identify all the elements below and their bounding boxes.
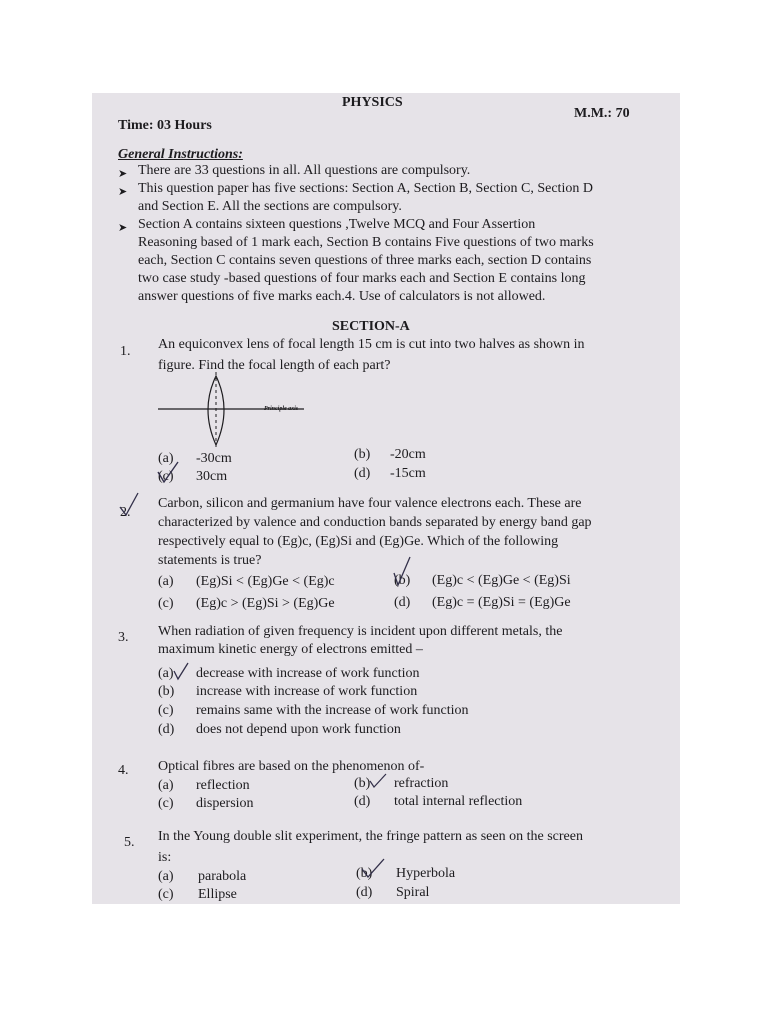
option-label: (a)	[158, 451, 174, 466]
bullet-arrow-icon: ➤	[118, 168, 128, 180]
bullet-arrow-icon: ➤	[118, 222, 128, 234]
maximum-marks: M.M.: 70	[574, 106, 630, 121]
option-text: Spiral	[396, 885, 430, 900]
question-text: is:	[158, 850, 172, 865]
tick-mark-icon	[360, 857, 390, 881]
tick-mark-icon	[170, 661, 192, 683]
tick-mark-icon	[392, 555, 414, 589]
option-text: -20cm	[390, 447, 426, 462]
option-label: (a)	[158, 778, 174, 793]
question-text: characterized by valence and conduction bands separated by energy band gap	[158, 515, 592, 530]
time-allowed: Time: 03 Hours	[118, 118, 212, 133]
option-label: (d)	[354, 794, 371, 809]
option-label: (b)	[354, 776, 371, 791]
option-text: parabola	[198, 869, 247, 884]
instruction-line: Section A contains sixteen questions ,Twelve MCQ and Four Assertion	[138, 217, 536, 232]
option-label: (b)	[394, 573, 411, 588]
option-text: refraction	[394, 776, 449, 791]
option-label: (d)	[354, 466, 371, 481]
paper-subject: PHYSICS	[342, 95, 403, 110]
question-number: 1.	[120, 344, 131, 359]
option-text: Hyperbola	[396, 866, 456, 881]
option-label: (c)	[158, 887, 174, 902]
option-text: total internal reflection	[394, 794, 523, 809]
section-title: SECTION-A	[332, 319, 410, 334]
instruction-line: each, Section C contains seven questions of three marks each, section D contains	[138, 253, 592, 268]
option-label: (d)	[394, 595, 411, 610]
option-text: (Eg)c > (Eg)Si > (Eg)Ge	[196, 596, 335, 611]
instruction-line: This question paper has five sections: Section A, Section B, Section C, Section D	[138, 181, 593, 196]
question-text: An equiconvex lens of focal length 15 cm is cut into two halves as shown in	[158, 337, 585, 352]
option-text: -15cm	[390, 466, 426, 481]
instructions-heading: General Instructions:	[118, 147, 243, 162]
bullet-arrow-icon: ➤	[118, 186, 128, 198]
tick-mark-icon	[154, 460, 182, 484]
option-text: (Eg)c = (Eg)Si = (Eg)Ge	[432, 595, 571, 610]
question-number: 3.	[118, 630, 129, 645]
option-text: -30cm	[196, 451, 232, 466]
option-label: (b)	[356, 866, 373, 881]
option-text: dispersion	[196, 796, 254, 811]
question-text: Carbon, silicon and germanium have four valence electrons each. These are	[158, 496, 582, 511]
question-text: respectively equal to (Eg)c, (Eg)Si and (Eg)Ge. Which of the following	[158, 534, 559, 549]
option-label: (d)	[158, 722, 175, 737]
option-label: (c)	[158, 796, 174, 811]
instruction-line: answer questions of five marks each.4. Use of calculators is not allowed.	[138, 289, 546, 304]
option-label: (c)	[158, 469, 174, 484]
tick-mark-icon	[118, 491, 142, 517]
option-text: (Eg)Si < (Eg)Ge < (Eg)c	[196, 574, 335, 589]
instruction-line: Reasoning based of 1 mark each, Section B contains Five questions of two marks	[138, 235, 594, 250]
instruction-line: and Section E. All the sections are compulsory.	[138, 199, 402, 214]
option-label: (d)	[356, 885, 373, 900]
question-number: 4.	[118, 763, 129, 778]
question-number: 5.	[124, 835, 135, 850]
option-text: reflection	[196, 778, 250, 793]
option-label: (b)	[354, 447, 371, 462]
option-text: increase with increase of work function	[196, 684, 418, 699]
option-text: does not depend upon work function	[196, 722, 401, 737]
option-label: (a)	[158, 666, 174, 681]
principal-axis-label: Principle axis	[264, 406, 299, 412]
option-text: (Eg)c < (Eg)Ge < (Eg)Si	[432, 573, 571, 588]
question-text: maximum kinetic energy of electrons emitted –	[158, 642, 423, 657]
option-label: (c)	[158, 703, 174, 718]
option-text: 30cm	[196, 469, 228, 484]
option-label: (a)	[158, 869, 174, 884]
question-text: When radiation of given frequency is incident upon different metals, the	[158, 624, 563, 639]
exam-paper	[92, 93, 680, 904]
question-text: figure. Find the focal length of each part?	[158, 358, 391, 373]
question-number: 2.	[120, 505, 131, 520]
option-text: remains same with the increase of work function	[196, 703, 469, 718]
question-text: statements is true?	[158, 553, 262, 568]
instruction-line: There are 33 questions in all. All questions are compulsory.	[138, 163, 471, 178]
option-text: decrease with increase of work function	[196, 666, 420, 681]
question-text: In the Young double slit experiment, the fringe pattern as seen on the screen	[158, 829, 583, 844]
tick-mark-icon	[368, 773, 388, 789]
option-text: Ellipse	[198, 887, 237, 902]
option-label: (b)	[158, 684, 175, 699]
question-text: Optical fibres are based on the phenomenon of-	[158, 759, 425, 774]
option-label: (c)	[158, 596, 174, 611]
instruction-line: two case study -based questions of four marks each and Section E contains long	[138, 271, 586, 286]
option-label: (a)	[158, 574, 174, 589]
